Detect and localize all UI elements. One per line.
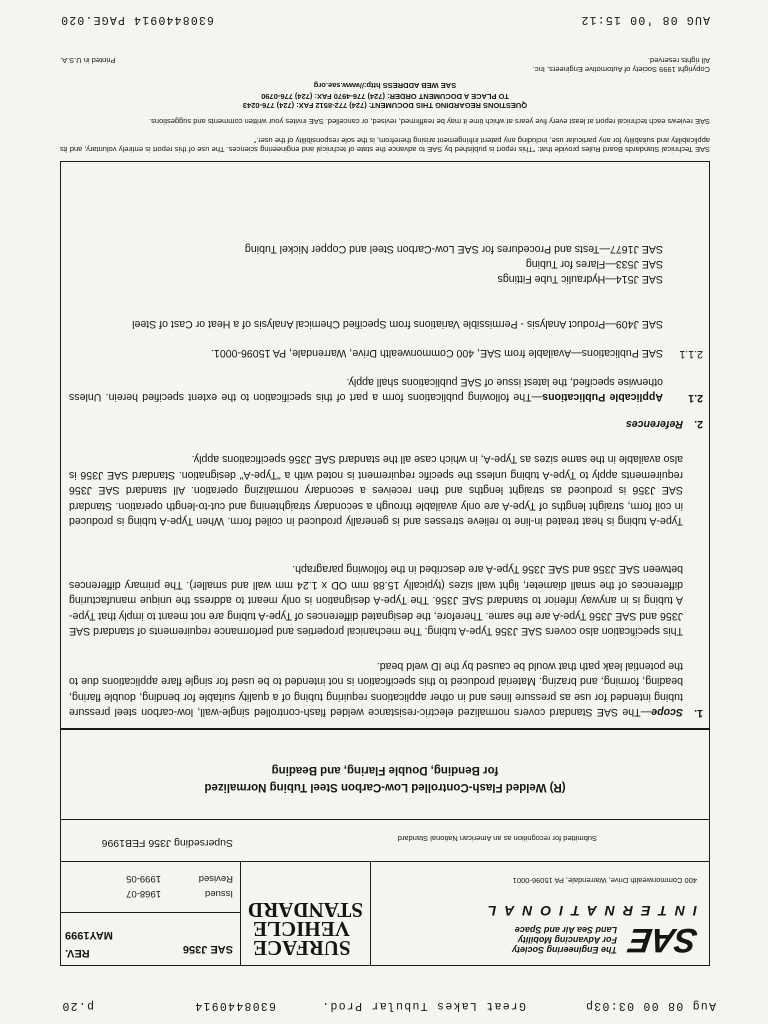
scope-paragraph-3: Type-A tubing is heat treated in-line to relieve stresses and is generally produced in coiled form. When Type-A tubing is produced in coil form, straight lengths of Type-A are only available through a secondary straightening and cut-to-length operation. Standard SAE J356 is produced as straight lengths and then receives a secondary normalizing operation. All standard SAE J356 requirements apply to Type-A tubing unless the specific requirement is noted with a "Type-A" designation. Standard SAE J356 is also available in the same sizes as Type-A, in which case all the standard SAE J356 specifications apply. [69, 453, 683, 527]
document-body [60, 161, 710, 729]
issued-value: 1968-07 [126, 888, 161, 899]
web-address: SAE WEB ADDRESS http://www.sae.org [313, 81, 457, 90]
fax-page-stamp: 6308440914 PAGE.020 [60, 13, 214, 26]
disclaimer-1: SAE Technical Standards Board Rules provide that: "This report is published by SAE to advance the state of technical and engineering sciences. The use of this report is entirely voluntary, and its applicability and suitability for any particular use, including any patent infringement arising therefrom, is the sole responsibility of the user." [60, 136, 710, 154]
surface-vehicle-standard: SURFACE VEHICLE STANDARD [247, 898, 363, 960]
references-heading: References [625, 418, 683, 430]
all-rights-reserved: All rights reserved. [647, 56, 710, 65]
section-2-1-1-number: 2.1.1 [679, 348, 703, 360]
disclaimer-2: SAE reviews each technical report at least every five years at which time it may be reaffirmed, revised, or cancelled. SAE invites your written comments and suggestions. [149, 117, 710, 126]
section-2-1-number: 2.1 [688, 392, 703, 404]
references-number: 2. [694, 418, 703, 430]
sae-logo-block [371, 862, 709, 965]
printed-in: Printed in U.S.A. [60, 56, 116, 65]
scope-heading: Scope [651, 706, 683, 718]
title-line-2: for Bending, Double Flaring, and Beading [271, 764, 499, 776]
fax-number: 6308440914 [193, 999, 276, 1012]
section-2-1-text: —The following publications form a part of this specification to the extent specified herein. Unless otherwise specified, the latest issue of SAE publications shall apply. [68, 375, 663, 403]
rev-date: MAY1999 [65, 929, 113, 941]
document-title [61, 761, 709, 795]
org-address: 400 Commonwealth Drive, Warrendale, PA 15096-0001 [512, 876, 697, 885]
revised-label: Revised [198, 873, 233, 884]
issued-label: Issued [205, 888, 233, 899]
reference-item: SAE J533—Flares for Tubing [525, 258, 663, 270]
fax-page: p.20 [61, 999, 94, 1012]
reference-item: SAE J514—Hydraulic Tube Fittings [497, 273, 663, 285]
copyright: Copyright 1999 Society of Automotive Engineers, Inc. [532, 65, 710, 74]
ansi-note: Submitted for recognition as an American National Standard [397, 834, 597, 843]
title-line-1: (R) Welded Flash-Controlled Low-Carbon Steel Tubing Normalized [204, 781, 566, 793]
fax-sender: Great Lakes Tubular Prod. [320, 999, 526, 1012]
doc-number: SAE J356 [182, 943, 233, 955]
fax-date: Aug 08 00 03:03p [584, 999, 716, 1012]
section-2-1-1-text: SAE Publications—Available from SAE, 400 Commonwealth Drive, Warrendale, PA 15096-0001. [210, 347, 663, 359]
fax-received-date: AUG 08 '00 15:12 [580, 13, 710, 26]
revised-value: 1999-05 [126, 873, 161, 884]
questions-contact: QUESTIONS REGARDING THIS DOCUMENT: (724) 772-8512 FAX: (724) 776-0243 [242, 101, 528, 110]
document-info-block [61, 862, 241, 965]
reference-item: SAE J409—Product Analysis - Permissible Variations from Specified Chemical Analysis of a Heat or Cast of Steel [132, 318, 663, 330]
org-line-2: For Advancing Mobility [517, 935, 617, 945]
org-line-3: Land Sea Air and Space [514, 925, 617, 935]
scope-paragraph-2: This specification also covers SAE J356 Type-A tubing. The mechanical properties and performance requirements of standard SAE J356 and SAE J356 Type-A are the same. Therefore, the designated differences of Type-A tubing are not meant to imply that Type-A tubing is in anyway inferior to standard SAE J356. The Type-A designation is only meant to address the unique manufacturing differences of the small diameter, light wall sizes (typically 15.88 mm OD x 1.24 mm wall and smaller). The primary differences between SAE J356 and SAE J356 Type-A are described in the following paragraph. [69, 563, 683, 637]
section-2-1-heading: Applicable Publications [542, 391, 663, 403]
rev-label: REV. [65, 947, 90, 959]
supersedes: Superseding J356 FEB1996 [101, 837, 233, 849]
scope-paragraph-1 [69, 657, 683, 719]
scope-number: 1. [694, 707, 703, 719]
order-contact: TO PLACE A DOCUMENT ORDER: (724) 776-4970 FAX: (724) 776-0790 [261, 92, 509, 101]
sae-logo: SAE [627, 921, 700, 959]
document-header [60, 729, 710, 966]
section-2-1-paragraph [69, 373, 663, 404]
org-line-1: The Engineering Society [511, 945, 617, 955]
org-international: INTERNATIONAL [479, 903, 697, 919]
scope-text-1: —The SAE Standard covers normalized electric-resistance welded flash-controlled single-wall, low-carbon steel pressure tubing intended for use as pressure lines and in other applications requiring tubing of a quality suitable for bending, double flaring, beading, forming, and brazing. Material produced to this specification is not intended to be used for single flare applications due to the potential leak path that would be caused by the ID weld bead. [69, 659, 683, 718]
reference-item: SAE J1677—Tests and Procedures for SAE Low-Carbon Steel and Copper Nickel Tubing [244, 243, 663, 255]
